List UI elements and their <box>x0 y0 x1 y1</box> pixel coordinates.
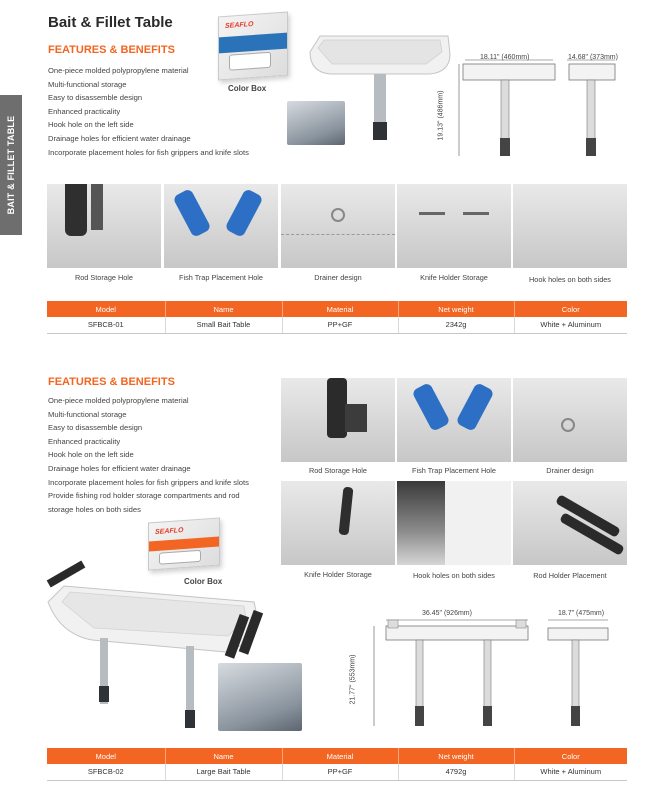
col-header-model: Model <box>47 748 165 764</box>
section2-thumb-rod-storage <box>281 378 395 462</box>
col-header-color: Color <box>514 301 627 317</box>
section2-caption-rod-storage: Rod Storage Hole <box>308 466 367 475</box>
col-header-net-weight: Net weight <box>398 301 514 317</box>
list-item: Drainage holes for efficient water drainage <box>48 133 191 143</box>
section1-color-box-image <box>218 12 288 81</box>
cell-name: Large Bait Table <box>165 764 282 780</box>
col-header-name: Name <box>165 748 282 764</box>
list-item: Hook hole on the left side <box>48 450 134 460</box>
section2-boat-photo <box>218 663 302 731</box>
section1-caption-hook-holes: Hook holes on both sides <box>529 275 611 284</box>
cell-model: SFBCB-02 <box>47 764 165 780</box>
section2-dimension-drawing <box>360 606 640 741</box>
section2-heading: FEATURES & BENEFITS <box>48 376 175 388</box>
col-header-net-weight: Net weight <box>398 748 514 764</box>
list-item: storage holes on both sides <box>48 504 141 514</box>
page-title: Bait & Fillet Table <box>48 14 173 31</box>
list-item: Multi-functional storage <box>48 79 127 89</box>
table-header-row <box>47 748 627 764</box>
section1-spec-table <box>47 301 627 334</box>
section2-caption-fish-trap: Fish Trap Placement Hole <box>412 466 496 475</box>
section1-caption-fish-trap: Fish Trap Placement Hole <box>179 273 263 282</box>
section2-thumb-fish-trap <box>397 378 511 462</box>
section1-caption-knife-holder: Knife Holder Storage <box>420 273 488 282</box>
section2-height-label: 21.77" (553mm) <box>349 654 357 705</box>
table-row <box>47 764 627 780</box>
list-item: Enhanced practicality <box>48 106 121 116</box>
list-item: Drainage holes for efficient water drainage <box>48 463 191 473</box>
section1-heading: FEATURES & BENEFITS <box>48 44 175 56</box>
section2-depth-label: 18.7" (475mm) <box>558 610 605 617</box>
list-item: One-piece molded polypropylene material <box>48 396 189 405</box>
section2-caption-drainer: Drainer design <box>546 466 594 475</box>
list-item: Enhanced practicality <box>48 436 121 446</box>
cell-color: White + Aluminum <box>514 317 627 333</box>
section2-caption-knife-holder: Knife Holder Storage <box>304 570 372 579</box>
color-box-band <box>219 33 287 54</box>
section1-thumb-knife-holder <box>397 184 511 268</box>
section2-width-label: 36.45" (926mm) <box>422 610 472 617</box>
table-header-row <box>47 301 627 317</box>
list-item: Easy to disassemble design <box>48 93 143 103</box>
cell-net-weight: 2342g <box>398 317 514 333</box>
section1-thumb-drainer <box>281 184 395 268</box>
color-box-product <box>229 52 271 71</box>
cell-color: White + Aluminum <box>514 764 627 780</box>
section2-thumb-hook-holes <box>397 481 511 565</box>
list-item: One-piece molded polypropylene material <box>48 66 189 75</box>
section2-feature-list <box>48 394 249 516</box>
section2-thumb-drainer <box>513 378 627 462</box>
list-item: Hook hole on the left side <box>48 120 134 130</box>
section2-caption-rod-holder-placement: Rod Holder Placement <box>533 571 607 580</box>
section2-thumb-knife-holder <box>281 481 395 565</box>
cell-net-weight: 4792g <box>398 764 514 780</box>
cell-material: PP+GF <box>282 764 398 780</box>
section2-caption-hook-holes: Hook holes on both sides <box>413 571 495 580</box>
cell-material: PP+GF <box>282 317 398 333</box>
section1-width-label: 18.11" (460mm) <box>480 54 530 61</box>
list-item: Incorporate placement holes for fish grippers and knife slots <box>48 147 249 157</box>
list-item: Provide fishing rod holder storage compartments and rod <box>48 491 240 501</box>
cell-name: Small Bait Table <box>165 317 282 333</box>
table-row <box>47 317 627 333</box>
section1-boat-photo <box>287 101 345 145</box>
section1-caption-drainer: Drainer design <box>314 273 362 282</box>
side-section-tab <box>0 95 22 235</box>
side-tab-label: BAIT & FILLET TABLE <box>6 115 16 215</box>
section2-spec-table <box>47 748 627 781</box>
section2-thumb-rod-holder-placement <box>513 481 627 565</box>
section1-height-label: 19.13" (486mm) <box>437 90 445 141</box>
color-box-brand: SEAFLO <box>225 20 254 30</box>
list-item: Multi-functional storage <box>48 409 127 419</box>
color-box-brand: SEAFLO <box>155 527 184 537</box>
section1-thumb-fish-trap <box>164 184 278 268</box>
col-header-material: Material <box>282 748 398 764</box>
section1-thumb-rod-storage <box>47 184 161 268</box>
col-header-color: Color <box>514 748 627 764</box>
cell-model: SFBCB-01 <box>47 317 165 333</box>
col-header-model: Model <box>47 301 165 317</box>
section1-thumb-hook-holes <box>513 184 627 268</box>
section1-color-box-label: Color Box <box>228 84 267 93</box>
col-header-name: Name <box>165 301 282 317</box>
section2-color-box-label: Color Box <box>184 577 223 586</box>
list-item: Incorporate placement holes for fish grippers and knife slots <box>48 477 249 487</box>
color-box-band <box>149 537 219 552</box>
section1-depth-label: 14.68" (373mm) <box>568 54 618 61</box>
col-header-material: Material <box>282 301 398 317</box>
section1-caption-rod-storage: Rod Storage Hole <box>74 273 133 282</box>
list-item: Easy to disassemble design <box>48 423 143 433</box>
section1-dimension-drawing <box>455 50 635 165</box>
